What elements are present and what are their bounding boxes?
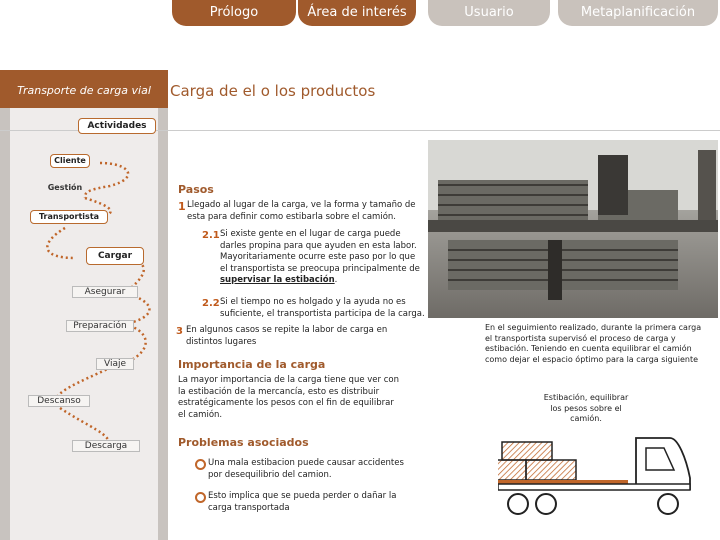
cargo-box — [498, 460, 526, 480]
actividades-label[interactable]: Actividades — [78, 118, 156, 134]
step-3-num: 3 — [176, 326, 183, 337]
step-2-1 — [202, 229, 424, 287]
node-transportista[interactable]: Transportista — [30, 210, 108, 224]
step-2-1-num: 2.1 — [202, 230, 220, 241]
pasos-heading: Pasos — [178, 183, 214, 196]
tab-metaplan-label: Metaplanificación — [580, 5, 696, 20]
page-title: Carga de el o los productos — [170, 82, 376, 100]
step-2-1-emph: supervisar la estibación — [220, 275, 335, 285]
step-3-text: En algunos casos se repite la labor de carga en distintos lugares — [186, 325, 388, 347]
step-2-2-text: Si el tiempo no es holgado y la ayuda no es suficiente, el transportista participa de la carga. — [220, 297, 425, 319]
tab-usuario[interactable] — [428, 0, 550, 26]
step-2-2-num: 2.2 — [202, 298, 220, 309]
node-descarga[interactable]: Descarga — [72, 440, 140, 452]
node-asegurar[interactable]: Asegurar — [72, 286, 138, 298]
problem-item-2 — [195, 491, 415, 514]
importancia-heading: Importancia de la carga — [178, 358, 326, 371]
problem-bullet-icon — [195, 459, 206, 470]
tab-prologo[interactable]: Prólogo — [172, 0, 296, 26]
truck-stowage-diagram — [498, 418, 708, 538]
wheel-icon — [536, 494, 556, 514]
step-2-1-text: Si existe gente en el lugar de carga puede darles propina para que ayuden en esta labor. Mayoritariamente ocurre este paso por lo que el transportista se preocupa principalmente de — [220, 229, 420, 274]
sidebar-title: Transporte de carga vial — [17, 84, 151, 97]
node-viaje[interactable]: Viaje — [96, 358, 134, 370]
wheel-icon — [508, 494, 528, 514]
tab-metaplanificacion[interactable] — [558, 0, 718, 26]
photo-caption: En el seguimiento realizado, durante la primera carga el transportista supervisó el proceso de carga y estibación. Teniendo en cuenta equilibrar el camión como dejar el espacio óptimo para la carga siguiente — [485, 323, 702, 364]
loading-photo — [428, 140, 718, 318]
problem-bullet-icon — [195, 492, 206, 503]
node-preparacion[interactable]: Preparación — [66, 320, 134, 332]
photo-illustration — [428, 140, 718, 318]
tab-area-label: Área de interés — [307, 5, 407, 20]
problem-item-1-text: Una mala estibacion puede causar accidentes por desequilibrio del camion. — [208, 458, 404, 480]
importancia-text: La mayor importancia de la carga tiene que ver con la estibación de la mercancía, esto es distribuir estratégicamente los pesos con el fin de equilibrar el camión. — [178, 375, 399, 420]
tab-area-de-interes[interactable] — [298, 0, 416, 26]
step-1-text: Llegado al lugar de la carga, ve la forma y tamaño de esta para definir como estibarla sobre el camión. — [187, 200, 416, 222]
wheel-icon — [658, 494, 678, 514]
diagram-caption: Estibación, equilibrar los pesos sobre el camión. — [543, 393, 629, 423]
step-1 — [178, 200, 418, 223]
step-3 — [176, 325, 398, 348]
tab-usuario-label: Usuario — [464, 5, 514, 20]
node-descanso[interactable]: Descanso — [28, 395, 90, 407]
problem-item-1 — [195, 458, 415, 481]
node-gestion[interactable]: Gestión — [47, 183, 83, 192]
step-2-1-body — [220, 229, 424, 287]
cargo-box — [526, 460, 576, 480]
problemas-heading: Problemas asociados — [178, 436, 309, 449]
node-cliente[interactable]: Cliente — [50, 154, 90, 168]
step-2-1-end: . — [334, 275, 338, 285]
cargo-box — [502, 442, 552, 460]
node-cargar[interactable]: Cargar — [86, 247, 144, 265]
step-1-num: 1 — [178, 200, 186, 213]
problem-item-2-text: Esto implica que se pueda perder o dañar la carga transportada — [208, 491, 397, 513]
step-2-2 — [202, 297, 434, 320]
